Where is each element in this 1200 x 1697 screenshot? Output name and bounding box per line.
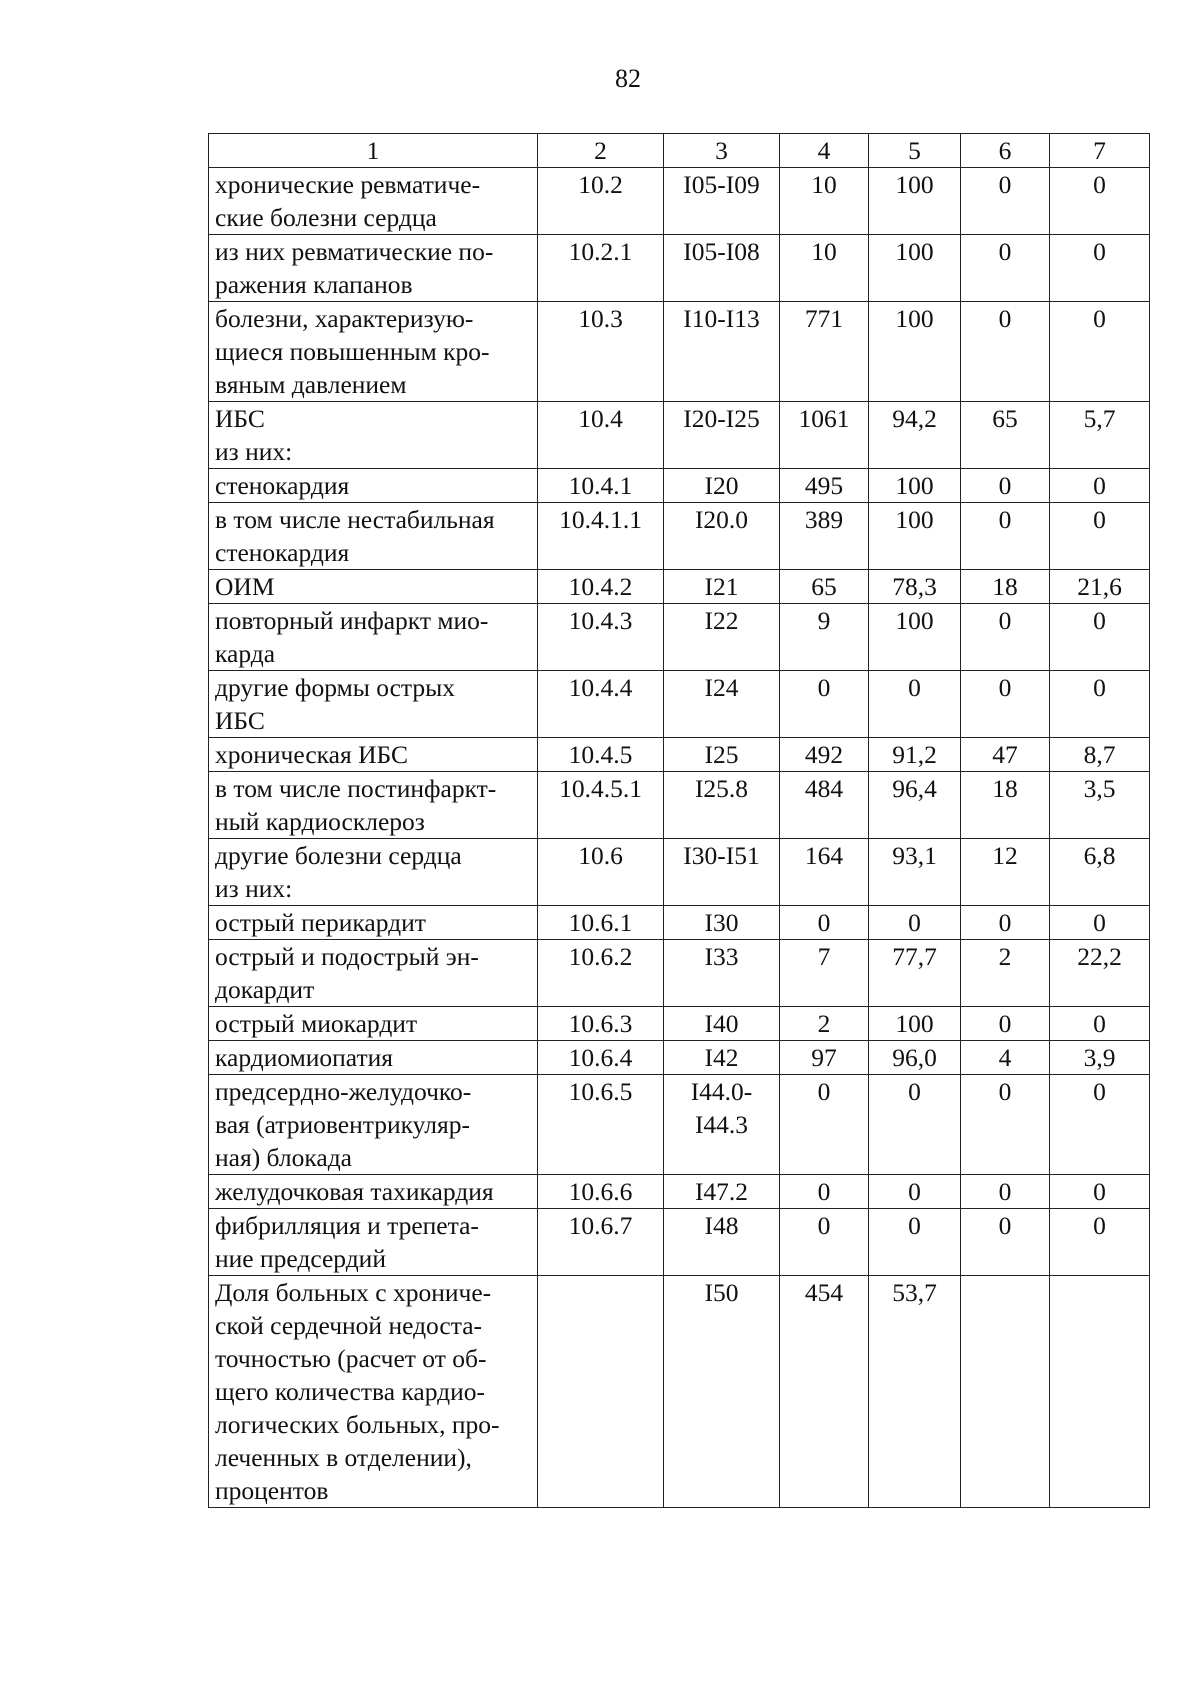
- table-row: [209, 604, 1150, 671]
- column-header: 6: [961, 134, 1050, 168]
- table-body: [209, 168, 1150, 1508]
- value-cell-col5: 100: [869, 168, 961, 235]
- value-cell-col7: 22,2: [1050, 940, 1150, 1007]
- value-cell-col5: 100: [869, 235, 961, 302]
- row-code-cell: 10.6: [538, 839, 664, 906]
- value-cell-col4: 9: [780, 604, 869, 671]
- icd-code-cell: I20-I25: [664, 402, 780, 469]
- value-cell-col4: 65: [780, 570, 869, 604]
- row-code-cell: 10.6.6: [538, 1175, 664, 1209]
- value-cell-col5: 0: [869, 1175, 961, 1209]
- value-cell-col6: [961, 1276, 1050, 1508]
- table-row: [209, 168, 1150, 235]
- page-number: 82: [615, 64, 641, 93]
- row-code-cell: [538, 1276, 664, 1508]
- icd-code-cell: I25: [664, 738, 780, 772]
- row-label-cell: ОИМ: [209, 570, 538, 604]
- icd-code-cell: I05-I08: [664, 235, 780, 302]
- value-cell-col7: 0: [1050, 604, 1150, 671]
- row-code-cell: 10.6.4: [538, 1041, 664, 1075]
- icd-code-cell: I30: [664, 906, 780, 940]
- icd-code-cell: I20: [664, 469, 780, 503]
- value-cell-col5: 0: [869, 1075, 961, 1175]
- value-cell-col5: 77,7: [869, 940, 961, 1007]
- row-code-cell: 10.4.1.1: [538, 503, 664, 570]
- value-cell-col7: 0: [1050, 1075, 1150, 1175]
- value-cell-col6: 0: [961, 1209, 1050, 1276]
- value-cell-col6: 0: [961, 604, 1050, 671]
- value-cell-col6: 4: [961, 1041, 1050, 1075]
- value-cell-col7: 3,5: [1050, 772, 1150, 839]
- row-label-cell: желудочковая тахикардия: [209, 1175, 538, 1209]
- row-code-cell: 10.2: [538, 168, 664, 235]
- value-cell-col6: 0: [961, 1007, 1050, 1041]
- table-row: [209, 469, 1150, 503]
- icd-code-cell: I44.0- I44.3: [664, 1075, 780, 1175]
- value-cell-col6: 0: [961, 302, 1050, 402]
- table-row: [209, 1007, 1150, 1041]
- value-cell-col4: 0: [780, 1075, 869, 1175]
- icd-code-cell: I30-I51: [664, 839, 780, 906]
- row-label-cell: хронические ревматиче- ские болезни сердца: [209, 168, 538, 235]
- value-cell-col6: 0: [961, 168, 1050, 235]
- value-cell-col6: 0: [961, 235, 1050, 302]
- icd-code-cell: I24: [664, 671, 780, 738]
- value-cell-col5: 93,1: [869, 839, 961, 906]
- value-cell-col7: 0: [1050, 168, 1150, 235]
- row-label-cell: кардиомиопатия: [209, 1041, 538, 1075]
- icd-code-cell: I20.0: [664, 503, 780, 570]
- value-cell-col5: 100: [869, 503, 961, 570]
- table-row: [209, 940, 1150, 1007]
- value-cell-col6: 47: [961, 738, 1050, 772]
- value-cell-col7: 3,9: [1050, 1041, 1150, 1075]
- value-cell-col4: 771: [780, 302, 869, 402]
- row-label-cell: другие болезни сердца из них:: [209, 839, 538, 906]
- value-cell-col5: 100: [869, 604, 961, 671]
- value-cell-col7: 6,8: [1050, 839, 1150, 906]
- value-cell-col4: 0: [780, 1209, 869, 1276]
- value-cell-col5: 100: [869, 302, 961, 402]
- row-code-cell: 10.4.1: [538, 469, 664, 503]
- value-cell-col5: 91,2: [869, 738, 961, 772]
- value-cell-col6: 0: [961, 671, 1050, 738]
- row-label-cell: болезни, характеризую- щиеся повышенным кро- вяным давлением: [209, 302, 538, 402]
- row-label-cell: Доля больных с хрониче- ской сердечной недоста- точностью (расчет от об- щего количества кардио- логических больных, про- леченных в отделении), процентов: [209, 1276, 538, 1508]
- value-cell-col6: 0: [961, 469, 1050, 503]
- table-row: [209, 906, 1150, 940]
- value-cell-col7: 0: [1050, 235, 1150, 302]
- row-code-cell: 10.6.5: [538, 1075, 664, 1175]
- icd-code-cell: I33: [664, 940, 780, 1007]
- icd-code-cell: I22: [664, 604, 780, 671]
- row-label-cell: острый и подострый эн- докардит: [209, 940, 538, 1007]
- value-cell-col4: 492: [780, 738, 869, 772]
- icd-code-cell: I05-I09: [664, 168, 780, 235]
- statistics-table: [208, 133, 1150, 1508]
- icd-code-cell: I40: [664, 1007, 780, 1041]
- row-label-cell: стенокардия: [209, 469, 538, 503]
- value-cell-col6: 12: [961, 839, 1050, 906]
- value-cell-col4: 484: [780, 772, 869, 839]
- value-cell-col7: 8,7: [1050, 738, 1150, 772]
- value-cell-col7: 0: [1050, 1175, 1150, 1209]
- value-cell-col7: 0: [1050, 1007, 1150, 1041]
- value-cell-col4: 10: [780, 235, 869, 302]
- table-row: [209, 1041, 1150, 1075]
- table-header-row: [209, 134, 1150, 168]
- value-cell-col5: 0: [869, 1209, 961, 1276]
- value-cell-col4: 454: [780, 1276, 869, 1508]
- column-header: 3: [664, 134, 780, 168]
- value-cell-col5: 100: [869, 1007, 961, 1041]
- value-cell-col5: 53,7: [869, 1276, 961, 1508]
- value-cell-col5: 96,4: [869, 772, 961, 839]
- row-label-cell: в том числе нестабильная стенокардия: [209, 503, 538, 570]
- row-code-cell: 10.4.4: [538, 671, 664, 738]
- row-code-cell: 10.3: [538, 302, 664, 402]
- value-cell-col7: 0: [1050, 302, 1150, 402]
- row-code-cell: 10.4.2: [538, 570, 664, 604]
- row-code-cell: 10.6.1: [538, 906, 664, 940]
- row-label-cell: в том числе постинфаркт- ный кардиосклероз: [209, 772, 538, 839]
- value-cell-col5: 0: [869, 671, 961, 738]
- icd-code-cell: I25.8: [664, 772, 780, 839]
- table-row: [209, 503, 1150, 570]
- table-row: [209, 1175, 1150, 1209]
- value-cell-col6: 2: [961, 940, 1050, 1007]
- value-cell-col5: 96,0: [869, 1041, 961, 1075]
- value-cell-col4: 0: [780, 671, 869, 738]
- value-cell-col4: 0: [780, 1175, 869, 1209]
- icd-code-cell: I21: [664, 570, 780, 604]
- value-cell-col5: 94,2: [869, 402, 961, 469]
- row-code-cell: 10.4: [538, 402, 664, 469]
- row-code-cell: 10.6.2: [538, 940, 664, 1007]
- value-cell-col7: 0: [1050, 503, 1150, 570]
- table-row: [209, 1276, 1150, 1508]
- table-row: [209, 839, 1150, 906]
- icd-code-cell: I48: [664, 1209, 780, 1276]
- column-header: 1: [209, 134, 538, 168]
- table-row: [209, 772, 1150, 839]
- column-header: 7: [1050, 134, 1150, 168]
- table-row: [209, 671, 1150, 738]
- value-cell-col7: 0: [1050, 906, 1150, 940]
- value-cell-col4: 97: [780, 1041, 869, 1075]
- value-cell-col4: 389: [780, 503, 869, 570]
- icd-code-cell: I42: [664, 1041, 780, 1075]
- row-label-cell: хроническая ИБС: [209, 738, 538, 772]
- row-code-cell: 10.4.5.1: [538, 772, 664, 839]
- row-code-cell: 10.4.3: [538, 604, 664, 671]
- column-header: 4: [780, 134, 869, 168]
- value-cell-col7: 0: [1050, 1209, 1150, 1276]
- table-row: [209, 1075, 1150, 1175]
- value-cell-col4: 7: [780, 940, 869, 1007]
- row-label-cell: фибрилляция и трепета- ние предсердий: [209, 1209, 538, 1276]
- column-header: 5: [869, 134, 961, 168]
- value-cell-col6: 18: [961, 772, 1050, 839]
- row-label-cell: из них ревматические по- ражения клапанов: [209, 235, 538, 302]
- value-cell-col7: 0: [1050, 671, 1150, 738]
- row-code-cell: 10.2.1: [538, 235, 664, 302]
- row-label-cell: другие формы острых ИБС: [209, 671, 538, 738]
- icd-code-cell: I47.2: [664, 1175, 780, 1209]
- value-cell-col6: 0: [961, 503, 1050, 570]
- value-cell-col7: 0: [1050, 469, 1150, 503]
- table-row: [209, 738, 1150, 772]
- value-cell-col7: 5,7: [1050, 402, 1150, 469]
- value-cell-col7: [1050, 1276, 1150, 1508]
- row-code-cell: 10.6.7: [538, 1209, 664, 1276]
- row-code-cell: 10.4.5: [538, 738, 664, 772]
- table-row: [209, 302, 1150, 402]
- row-label-cell: острый перикардит: [209, 906, 538, 940]
- value-cell-col6: 0: [961, 906, 1050, 940]
- icd-code-cell: I50: [664, 1276, 780, 1508]
- value-cell-col4: 2: [780, 1007, 869, 1041]
- table-row: [209, 570, 1150, 604]
- value-cell-col7: 21,6: [1050, 570, 1150, 604]
- row-label-cell: повторный инфаркт мио- карда: [209, 604, 538, 671]
- table-row: [209, 402, 1150, 469]
- table-row: [209, 235, 1150, 302]
- icd-code-cell: I10-I13: [664, 302, 780, 402]
- row-label-cell: предсердно-желудочко- вая (атриовентрикуляр- ная) блокада: [209, 1075, 538, 1175]
- row-label-cell: ИБС из них:: [209, 402, 538, 469]
- value-cell-col6: 0: [961, 1175, 1050, 1209]
- value-cell-col4: 10: [780, 168, 869, 235]
- value-cell-col4: 495: [780, 469, 869, 503]
- row-code-cell: 10.6.3: [538, 1007, 664, 1041]
- value-cell-col4: 1061: [780, 402, 869, 469]
- value-cell-col4: 164: [780, 839, 869, 906]
- value-cell-col5: 78,3: [869, 570, 961, 604]
- value-cell-col5: 0: [869, 906, 961, 940]
- value-cell-col4: 0: [780, 906, 869, 940]
- value-cell-col6: 0: [961, 1075, 1050, 1175]
- value-cell-col6: 18: [961, 570, 1050, 604]
- table-row: [209, 1209, 1150, 1276]
- value-cell-col5: 100: [869, 469, 961, 503]
- row-label-cell: острый миокардит: [209, 1007, 538, 1041]
- column-header: 2: [538, 134, 664, 168]
- value-cell-col6: 65: [961, 402, 1050, 469]
